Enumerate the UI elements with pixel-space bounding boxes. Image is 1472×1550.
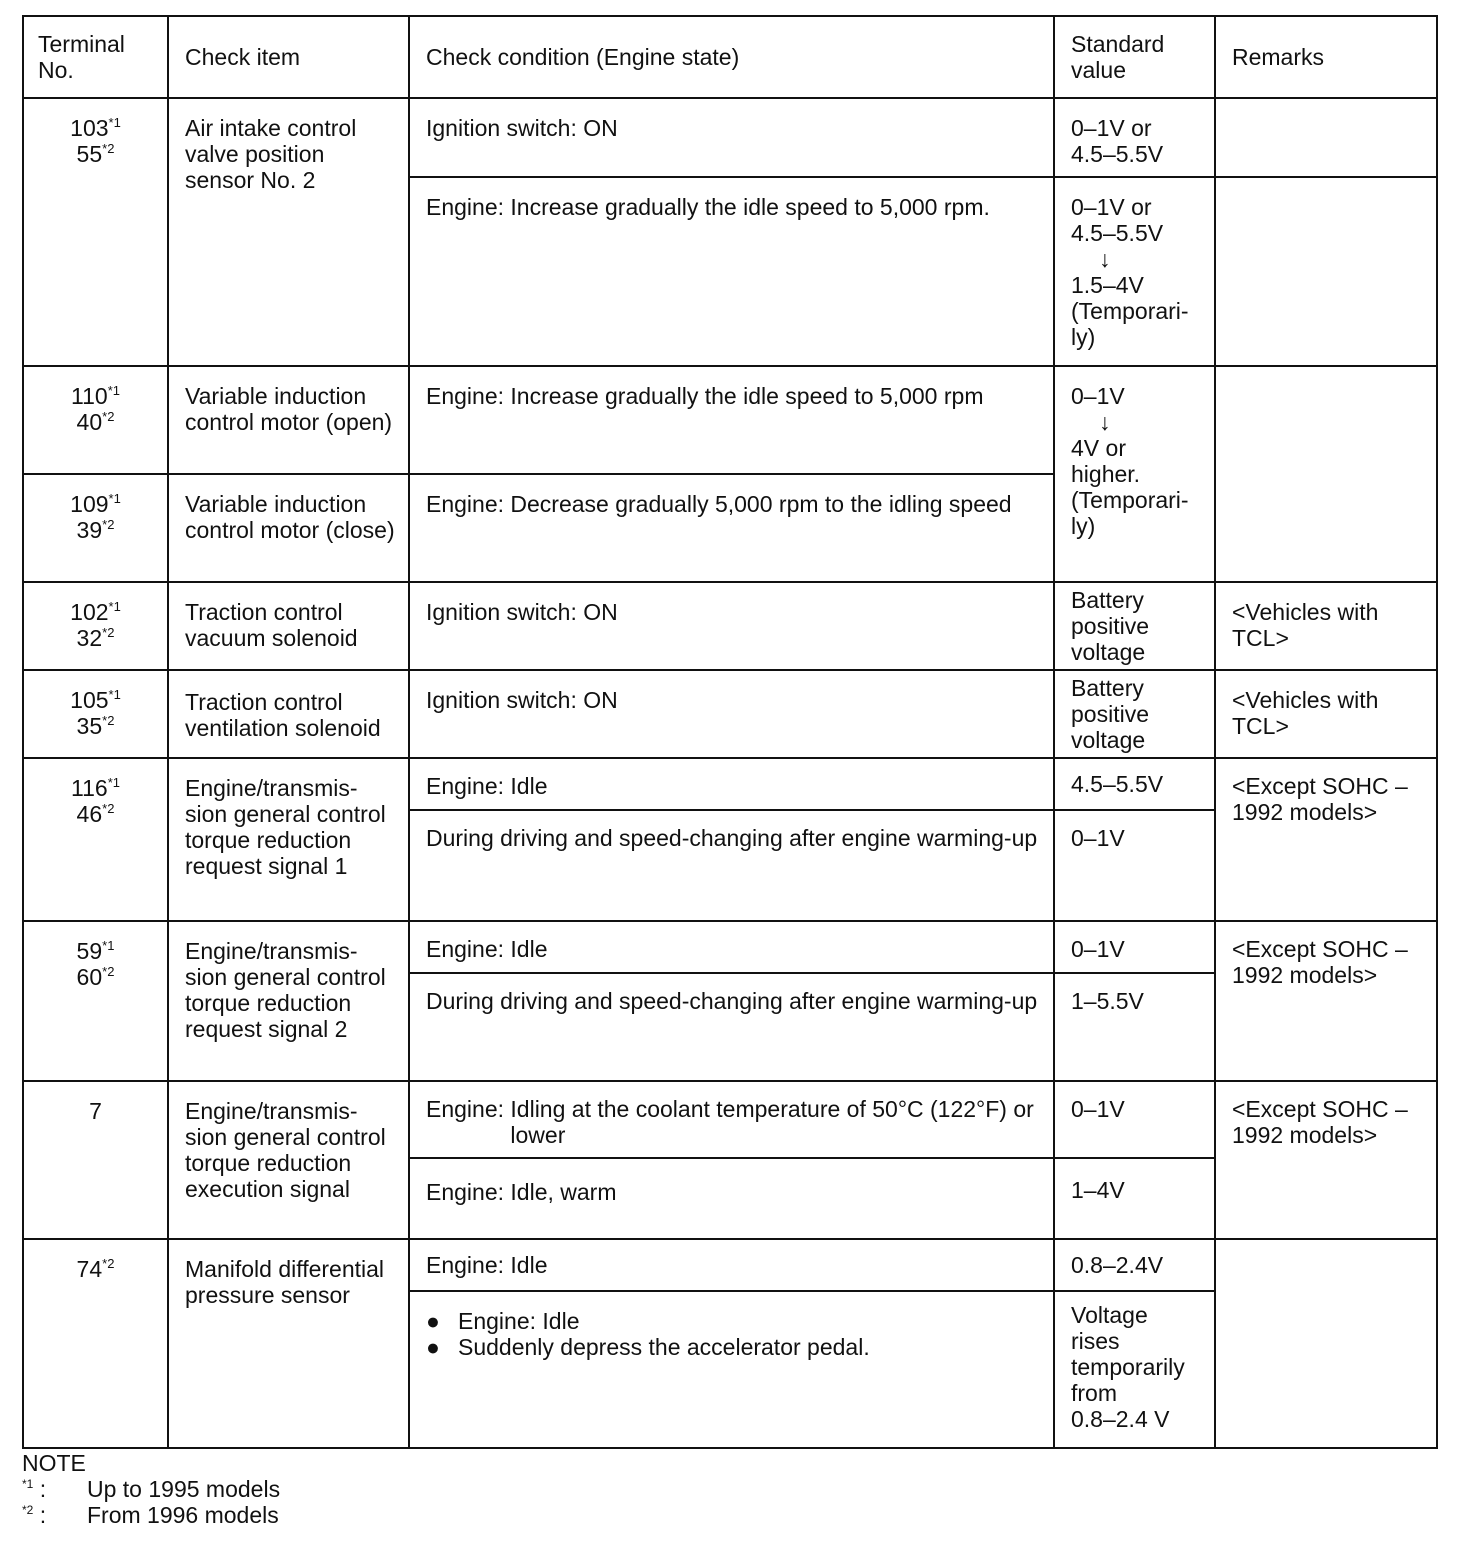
check-item: Engine/transmis-sion general control torque reduction execution signal: [168, 1081, 409, 1239]
bullet-item: ● Suddenly depress the accelerator pedal.: [426, 1334, 870, 1360]
standard-value: 0–1V: [1054, 1081, 1215, 1158]
check-condition: During driving and speed-changing after engine warming-up: [409, 973, 1054, 1081]
standard-value: 1–5.5V: [1054, 973, 1215, 1081]
standard-value: 0–1V or 4.5–5.5V ↓ 1.5–4V (Temporari- ly): [1054, 177, 1215, 366]
check-item: Variable induction control motor (close): [168, 474, 409, 582]
terminal-number: 109$^{*1}$ 39$^{*2}$: [23, 474, 168, 582]
check-item: Traction control ventilation solenoid: [168, 670, 409, 758]
standard-value: 4.5–5.5V: [1054, 758, 1215, 810]
header-terminal: Terminal No.: [23, 16, 168, 98]
remark: <Except SOHC – 1992 models>: [1215, 921, 1437, 1081]
standard-value: 0–1V or 4.5–5.5V: [1054, 98, 1215, 177]
remark: [1215, 177, 1437, 366]
terminal-number: 116$^{*1}$ 46$^{*2}$: [23, 758, 168, 921]
remark: [1215, 366, 1437, 582]
check-item: Variable induction control motor (open): [168, 366, 409, 474]
terminal-number: 110$^{*1}$ 40$^{*2}$: [23, 366, 168, 474]
check-condition: During driving and speed-changing after engine warming-up: [409, 810, 1054, 921]
bullet-item: ● Engine: Idle: [426, 1308, 580, 1334]
terminal-number: 103$^{*1}$ 55$^{*2}$: [23, 98, 168, 366]
header-standard-value: Standard value: [1054, 16, 1215, 98]
table-row: [23, 1081, 1437, 1158]
check-condition: Engine: Increase gradually the idle speed to 5,000 rpm.: [409, 177, 1054, 366]
table-row: [23, 582, 1437, 670]
note-item: $^{*1}$ : Up to 1995 models: [22, 1476, 281, 1502]
remark: [1215, 1239, 1437, 1448]
standard-value: Battery positive voltage: [1054, 670, 1215, 758]
check-condition: Ignition switch: ON: [409, 670, 1054, 758]
terminal-number: 105$^{*1}$ 35$^{*2}$: [23, 670, 168, 758]
check-item: Engine/transmis-sion general control torque reduction request signal 1: [168, 758, 409, 921]
header-check-item: Check item: [168, 16, 409, 98]
check-condition: Engine: Decrease gradually 5,000 rpm to the idling speed: [409, 474, 1054, 582]
terminal-check-table: [22, 15, 1438, 1449]
check-condition: Ignition switch: ON: [409, 582, 1054, 670]
table-row: [23, 670, 1437, 758]
remark: [1215, 98, 1437, 177]
table-row: [23, 98, 1437, 177]
terminal-number: 74$^{*2}$: [23, 1239, 168, 1448]
check-condition: Engine: Idle: [409, 1239, 1054, 1291]
note-title: NOTE: [22, 1450, 86, 1476]
table-row: [23, 1239, 1437, 1291]
table-row: [23, 758, 1437, 810]
standard-value: 1–4V: [1054, 1158, 1215, 1239]
header-check-condition: Check condition (Engine state): [409, 16, 1054, 98]
header-remarks: Remarks: [1215, 16, 1437, 98]
table-header-row: [23, 16, 1437, 98]
standard-value: 0–1V: [1054, 810, 1215, 921]
remark: <Vehicles with TCL>: [1215, 582, 1437, 670]
check-item: Engine/transmis-sion general control torque reduction request signal 2: [168, 921, 409, 1081]
standard-value: Voltage rises temporarily from 0.8–2.4 V: [1054, 1291, 1215, 1448]
check-item: Traction control vacuum solenoid: [168, 582, 409, 670]
standard-value: 0–1V ↓ 4V or higher. (Temporari- ly): [1054, 366, 1215, 582]
check-condition: Engine: Idle, warm: [409, 1158, 1054, 1239]
check-condition: Engine: Idle: [409, 758, 1054, 810]
remark: <Vehicles with TCL>: [1215, 670, 1437, 758]
terminal-number: 102$^{*1}$ 32$^{*2}$: [23, 582, 168, 670]
table-row: [23, 921, 1437, 973]
remark: <Except SOHC – 1992 models>: [1215, 758, 1437, 921]
standard-value: Battery positive voltage: [1054, 582, 1215, 670]
check-condition: Engine: Idling at the coolant temperature of 50°C (122°F) or lower: [409, 1081, 1054, 1158]
terminal-number: 59$^{*1}$ 60$^{*2}$: [23, 921, 168, 1081]
bullet-icon: ●: [426, 1334, 440, 1360]
note-item: $^{*2}$ : From 1996 models: [22, 1502, 279, 1528]
table-row: [23, 366, 1437, 474]
remark: <Except SOHC – 1992 models>: [1215, 1081, 1437, 1239]
check-condition: Engine: Increase gradually the idle speed to 5,000 rpm: [409, 366, 1054, 474]
check-condition: Ignition switch: ON: [409, 98, 1054, 177]
terminal-number: 7: [23, 1081, 168, 1239]
check-condition: [409, 1291, 1054, 1448]
standard-value: 0–1V: [1054, 921, 1215, 973]
check-condition: Engine: Idle: [409, 921, 1054, 973]
check-item: Manifold differential pressure sensor: [168, 1239, 409, 1448]
footnote: [22, 1450, 280, 1528]
check-item: Air intake control valve position sensor No. 2: [168, 98, 409, 366]
bullet-icon: ●: [426, 1308, 440, 1334]
standard-value: 0.8–2.4V: [1054, 1239, 1215, 1291]
